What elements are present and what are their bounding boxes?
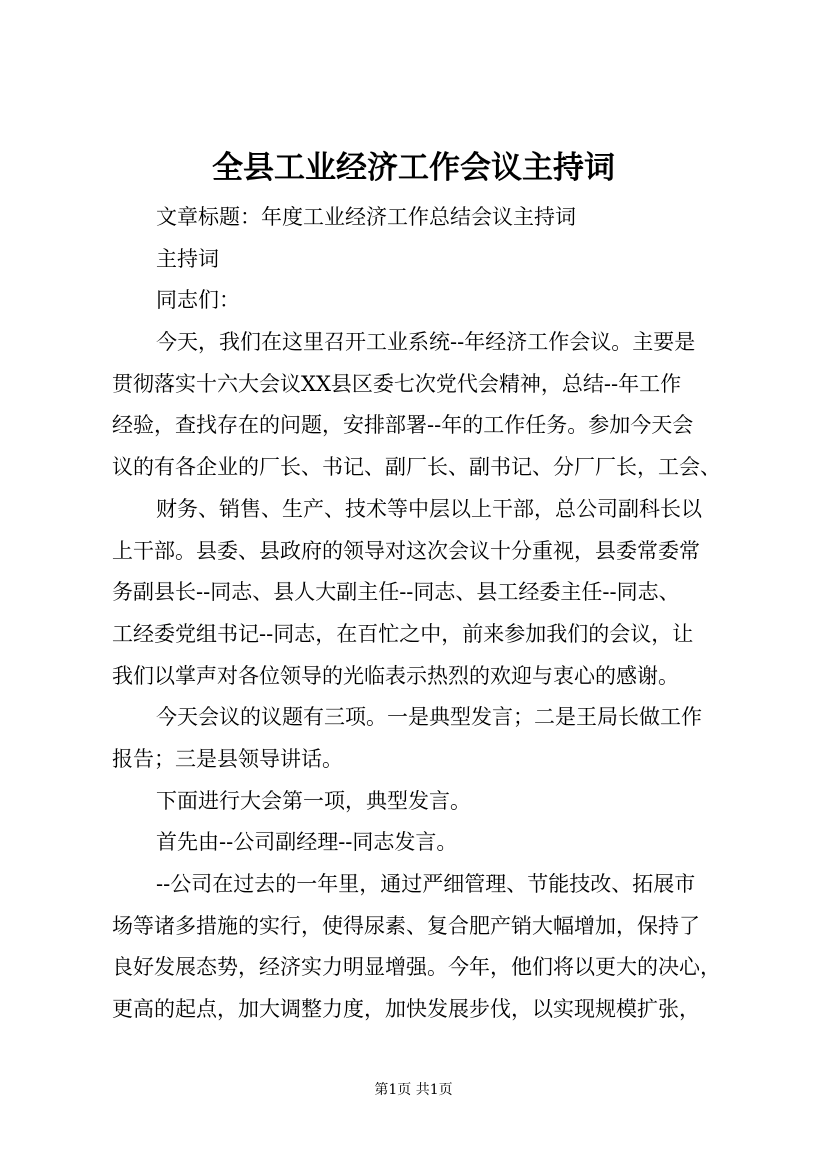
paragraph-line: 今天会议的议题有三项。一是典型发言；二是王局长做工作 (156, 705, 702, 730)
paragraph-line: 我们以掌声对各位领导的光临表示热烈的欢迎与衷心的感谢。 (112, 663, 679, 688)
paragraph-line: 首先由--公司副经理--同志发言。 (156, 830, 458, 855)
paragraph-line: 报告；三是县领导讲话。 (112, 746, 343, 771)
paragraph-line: 贯彻落实十六大会议XX县区委七次党代会精神，总结--年工作 (112, 371, 682, 396)
document-title: 全县工业经济工作会议主持词 (212, 150, 615, 186)
paragraph-line: 上干部。县委、县政府的领导对这次会议十分重视，县委常委常 (112, 538, 700, 563)
document-body (112, 197, 742, 1031)
heading-line: 主持词 (156, 246, 219, 271)
article-title-line: 文章标题：年度工业经济工作总结会议主持词 (156, 205, 576, 229)
paragraph-line: 工经委党组书记--同志，在百忙之中，前来参加我们的会议，让 (112, 621, 694, 646)
paragraph-line: 更高的起点，加大调整力度，加快发展步伐，以实现规模扩张， (112, 997, 700, 1022)
paragraph-line: --公司在过去的一年里，通过严细管理、节能技改、拓展市 (156, 872, 696, 896)
page-number-footer: 第1页 共1页 (374, 1082, 453, 1098)
paragraph-line: 财务、销售、生产、技术等中层以上干部，总公司副科长以 (156, 496, 702, 521)
paragraph-line: 良好发展态势，经济实力明显增强。今年，他们将以更大的决心， (112, 955, 721, 980)
paragraph-line: 务副县长--同志、县人大副主任--同志、县工经委主任--同志、 (112, 580, 680, 605)
salutation-line: 同志们： (156, 288, 240, 313)
paragraph-line: 下面进行大会第一项，典型发言。 (156, 788, 471, 813)
paragraph-line: 今天，我们在这里召开工业系统--年经济工作会议。主要是 (156, 330, 696, 355)
paragraph-line: 经验，查找存在的问题，安排部署--年的工作任务。参加今天会 (112, 413, 694, 438)
paragraph-line: 场等诸多措施的实行，使得尿素、复合肥产销大幅增加，保持了 (112, 913, 700, 938)
paragraph-line: 议的有各企业的厂长、书记、副厂长、副书记、分厂厂长，工会、 (112, 455, 721, 480)
